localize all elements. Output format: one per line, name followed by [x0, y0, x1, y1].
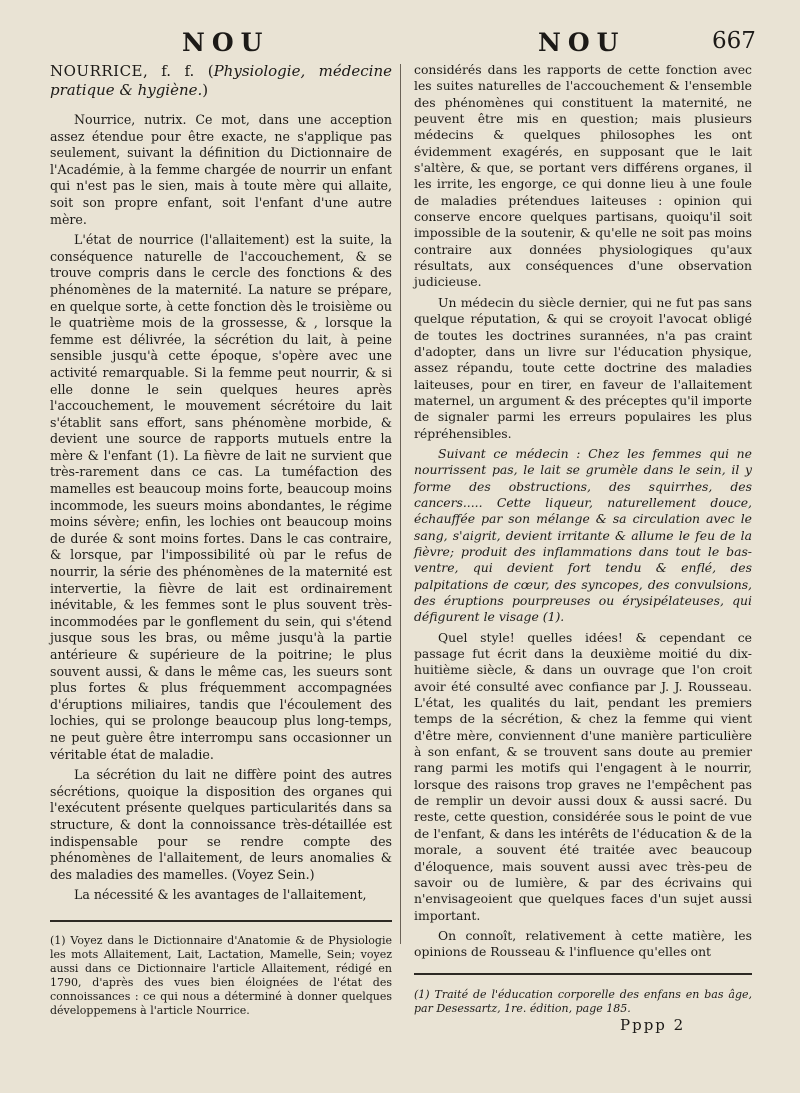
- signature-mark: Pppp 2: [620, 1016, 686, 1034]
- footnote-right: (1) Traité de l'éducation corporelle des enfans en bas âge, par Desessartz, 1re. édition, page 185.: [414, 988, 752, 1015]
- title-word: NOURRICE: [50, 62, 144, 80]
- quoted-paragraph: Suivant ce médecin : Chez les femmes qui ne nourrissent pas, le lait se grumèle dans le sein, il y forme des obstructions, des squirrhes, des cancers..... Cette liqueur, naturellement douce, échauffée par son mélange & sa circulation avec le sang, s'aigrit, devient irritante & allume le feu de la fièvre; produit des inflammations dans tout le bas-ventre, qui devient fort tendu & enflé, des palpitations de cœur, des syncopes, des convulsions, des éruptions pourpreuses ou érysipélateuses, qui défigurent le visage (1).: [414, 445, 752, 625]
- page-number: 667: [712, 28, 756, 54]
- title-close: ): [202, 81, 209, 99]
- article-title: [50, 62, 392, 100]
- title-rest: , f. f. (: [143, 62, 214, 80]
- title-subject: Physiologie, médecine pratique & hygiène.: [50, 62, 392, 99]
- paragraph: Un médecin du siècle dernier, qui ne fut pas sans quelque réputation, & qui se croyoit l'avocat obligé de toutes les doctrines surannées, n'a pas craint d'adopter, dans un livre sur l'éducation physique, assez répandu, toute cette doctrine des maladies laiteuses, pour en tirer, en faveur de l'allaitement maternel, un argument & des préceptes qu'il importe de signaler parmi les erreurs populaires les plus répréhensibles.: [414, 294, 752, 441]
- footnote-rule-right: [414, 973, 752, 975]
- running-head-left: NOU: [182, 28, 270, 57]
- paragraph: La nécessité & les avantages de l'allaitement,: [74, 887, 367, 903]
- paragraph: considérés dans les rapports de cette fonction avec les suites naturelles de l'accouchement & l'ensemble des phénomènes qui constituent la maternité, ne peuvent être mis en question; mais plusieurs médecins & quelques philosophes les ont évidemment exagérés, en supposant que le lait s'altère, & que, se portant vers différens organes, il les irrite, les engorge, ce qui donne lieu à une foule de maladies prétendues laiteuses : opinion qui conserve encore quelques partisans, quoiqu'il soit impossible de la soutenir, & qu'elle ne soit pas moins contraire aux données physiologiques qu'aux résultats, aux conséquences d'une observation judicieuse.: [414, 62, 752, 290]
- right-column: [414, 62, 752, 961]
- paragraph: Nourrice, nutrix. Ce mot, dans une acception assez étendue pour être exacte, ne s'applique pas seulement, suivant la définition du Dictionnaire de l'Académie, à la femme chargée de nourrir un enfant qui n'est pas le sien, mais à toute mère qui allaite, soit son propre enfant, soit l'enfant d'une autre mère.: [50, 112, 392, 227]
- footnote-left: (1) Voyez dans le Dictionnaire d'Anatomie & de Physiologie les mots Allaitement, Lait, Lactation, Mamelle, Sein; voyez aussi dans ce Dictionnaire l'article Allaitement, rédigé en 1790, d'après des vues bien éloignées de l'état des connoissances : ce qui nous a déterminé à donner quelques développemens à l'article Nourrice.: [50, 934, 392, 1017]
- paragraph: L'état de nourrice (l'allaitement) est la suite, la conséquence naturelle de l'accouchement, & se trouve compris dans le cercle des fonctions & des phénomènes de la maternité. La nature se prépare, en quelque sorte, à cette fonction dès le troisième ou le quatrième mois de la grossesse, & , lorsque la femme est délivrée, la sécrétion du lait, à peine sensible jusqu'à cette époque, s'opère avec une activité remarquable. Si la femme peut nourrir, & si elle donne le sein quelques heures après l'accouchement, le mouvement sécrétoire du lait s'établit sans effort, sans phénomène morbide, & devient une source de rapports mutuels entre la mère & l'enfant (1). La fièvre de lait ne survient que très-rarement dans ce cas. La tuméfaction des mamelles est beaucoup moins forte, beaucoup moins incommode, les sueurs moins abondantes, le régime moins sévère; enfin, les lochies ont beaucoup moins de durée & sont moins fortes. Dans le cas contraire, & lorsque, par l'impossibilité où par le refus de nourrir, la série des phénomènes de la maternité est intervertie, la fièvre de lait est ordinairement inévitable, & les femmes sont le plus souvent très-incommodées par le gonflement du sein, qui s'étend jusque sous les bras, ou même jusqu'à la partie antérieure & supérieure de la poitrine; le plus souvent aussi, & dans le même cas, les sueurs sont plus fortes & plus fréquemment accompagnées d'éruptions miliaires, tandis que l'écoulement des lochies, qui se prolonge beaucoup plus long-temps, ne peut guère être interrompu sans occasionner un véritable état de maladie.: [50, 232, 392, 762]
- paragraph: On connoît, relativement à cette matière, les opinions de Rousseau & l'influence qu'elles ont: [414, 927, 752, 960]
- footnote-rule-left: [50, 920, 392, 922]
- column-divider: [400, 64, 401, 944]
- running-head-right: NOU: [538, 28, 626, 57]
- paragraph: Quel style! quelles idées! & cependant ce passage fut écrit dans la deuxième moitié du dix-huitième siècle, & dans un ouvrage que l'on croit avoir été consulté avec confiance par J. J. Rousseau. L'état, les qualités du lait, pendant les premiers temps de la sécrétion, & chez la femme qui vient d'être mère, conviennent d'une manière particulière à son enfant, & se trouvent sans doute au premier rang parmi les motifs qui l'engagent à le nourrir, lorsque des raisons trop graves ne l'empêchent pas de remplir un devoir aussi doux & aussi sacré. Du reste, cette question, considérée sous le point de vue de l'enfant, & dans les intérêts de l'éducation & de la morale, a souvent été traitée avec beaucoup d'éloquence, mais souvent aussi avec très-peu de savoir ou de lumière, & par des écrivains qui n'envisageoient que quelques faces d'un sujet aussi important.: [414, 629, 752, 923]
- left-column: [50, 62, 392, 904]
- paragraph: La sécrétion du lait ne diffère point des autres sécrétions, quoique la disposition des organes qui l'exécutent présente quelques particularités dans sa structure, & dont la connoissance très-détaillée est indispensable pour se rendre compte des phénomènes de l'allaitement, de leurs anomalies & des maladies des mamelles. (Voyez Sein.): [50, 767, 392, 882]
